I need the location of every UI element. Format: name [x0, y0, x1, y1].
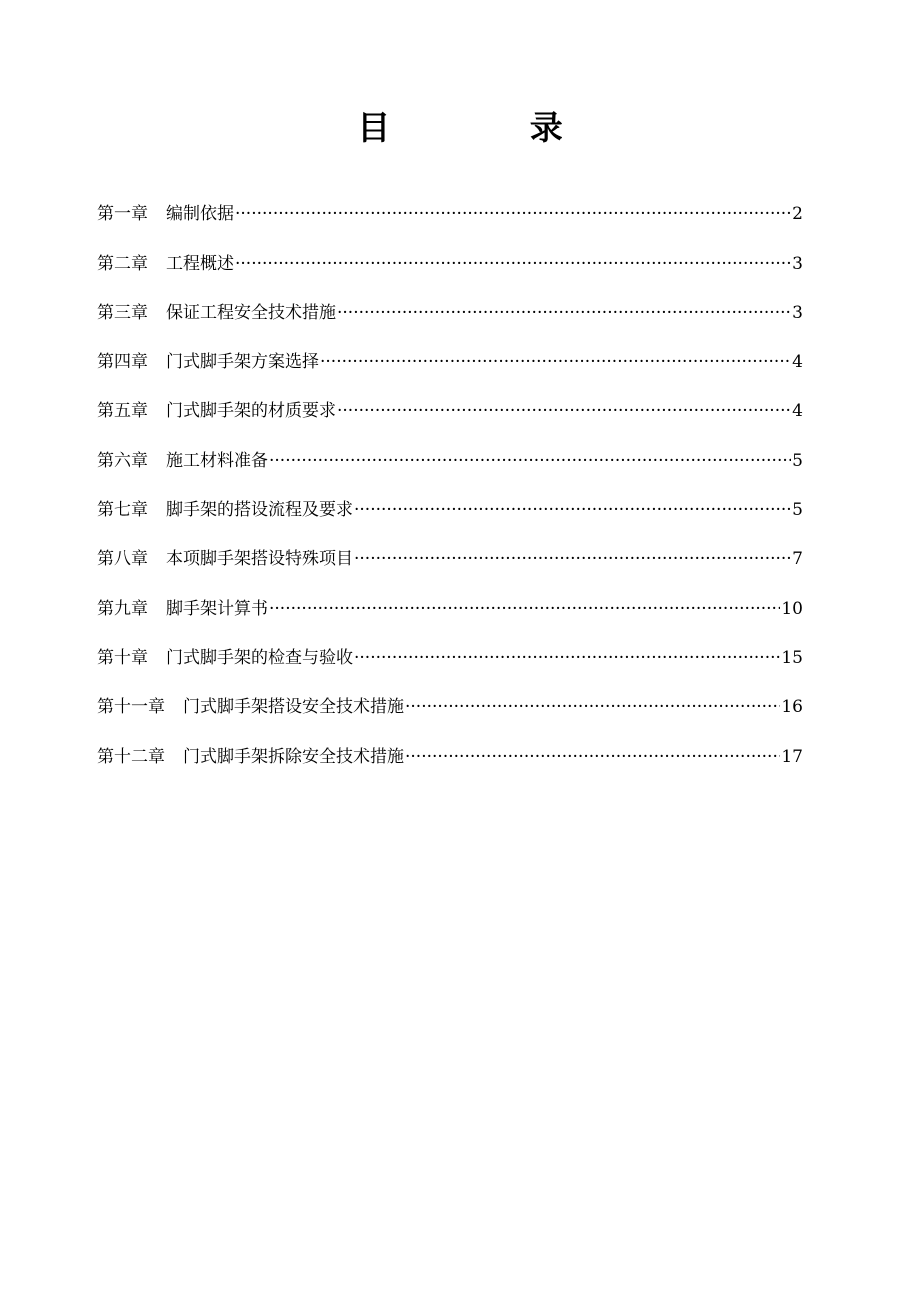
- toc-page-number: 3: [792, 302, 803, 323]
- toc-chapter-title: 施工材料准备: [166, 450, 268, 471]
- toc-page-number: 3: [792, 253, 803, 274]
- toc-page-number: 10: [781, 598, 803, 619]
- toc-leader-dots: [337, 398, 791, 424]
- toc-chapter-number: 第十章: [97, 647, 148, 668]
- toc-entry[interactable]: [97, 178, 803, 227]
- toc-entry[interactable]: [97, 523, 803, 572]
- toc-page-number: 5: [792, 500, 803, 521]
- toc-chapter-number: 第三章: [97, 302, 148, 323]
- toc-page-number: 15: [781, 647, 803, 668]
- toc-entry[interactable]: [97, 227, 803, 276]
- toc-chapter-title: 本项脚手架搭设特殊项目: [166, 549, 353, 570]
- toc-chapter-title: 门式脚手架搭设安全技术措施: [183, 697, 404, 718]
- toc-chapter-title: 编制依据: [166, 204, 234, 225]
- toc-chapter-number: 第四章: [97, 352, 148, 373]
- toc-chapter-title: 门式脚手架方案选择: [166, 352, 319, 373]
- toc-entry[interactable]: [97, 424, 803, 473]
- toc-leader-dots: [337, 300, 791, 326]
- toc-chapter-title: 脚手架的搭设流程及要求: [166, 500, 353, 521]
- toc-entry[interactable]: [97, 622, 803, 671]
- toc-chapter-number: 第二章: [97, 253, 148, 274]
- toc-leader-dots: [405, 694, 780, 720]
- toc-chapter-title: 脚手架计算书: [166, 598, 268, 619]
- toc-chapter-title: 保证工程安全技术措施: [166, 302, 336, 323]
- toc-entry[interactable]: [97, 572, 803, 621]
- toc-page-number: 16: [781, 697, 803, 718]
- toc-leader-dots: [269, 448, 791, 474]
- toc-page-number: 2: [792, 204, 803, 225]
- toc-chapter-title: 门式脚手架拆除安全技术措施: [183, 746, 404, 767]
- toc-chapter-number: 第七章: [97, 500, 148, 521]
- toc-entry[interactable]: [97, 326, 803, 375]
- toc-entry[interactable]: [97, 277, 803, 326]
- toc-leader-dots: [320, 349, 791, 375]
- page-title: 目 录: [357, 108, 627, 147]
- toc-leader-dots: [354, 645, 780, 671]
- toc-page-number: 5: [792, 450, 803, 471]
- toc-page-number: 4: [792, 352, 803, 373]
- toc-page-number: 7: [792, 549, 803, 570]
- toc-entry[interactable]: [97, 474, 803, 523]
- toc-chapter-number: 第九章: [97, 598, 148, 619]
- toc-chapter-number: 第五章: [97, 401, 148, 422]
- toc-leader-dots: [405, 744, 780, 770]
- toc-leader-dots: [235, 201, 791, 227]
- toc-leader-dots: [235, 251, 791, 277]
- toc-chapter-title: 工程概述: [166, 253, 234, 274]
- toc-chapter-number: 第一章: [97, 204, 148, 225]
- toc-entry[interactable]: [97, 720, 803, 769]
- toc-entry[interactable]: [97, 671, 803, 720]
- toc-leader-dots: [354, 546, 791, 572]
- toc-chapter-number: 第六章: [97, 450, 148, 471]
- toc-leader-dots: [354, 497, 791, 523]
- toc-chapter-number: 第八章: [97, 549, 148, 570]
- toc-chapter-title: 门式脚手架的检查与验收: [166, 647, 353, 668]
- toc-page-number: 4: [792, 401, 803, 422]
- toc-chapter-number: 第十二章: [97, 746, 165, 767]
- toc-entry[interactable]: [97, 375, 803, 424]
- toc-chapter-number: 第十一章: [97, 697, 165, 718]
- toc-leader-dots: [269, 596, 780, 622]
- toc-chapter-title: 门式脚手架的材质要求: [166, 401, 336, 422]
- table-of-contents: [97, 178, 803, 770]
- toc-page-number: 17: [781, 746, 803, 767]
